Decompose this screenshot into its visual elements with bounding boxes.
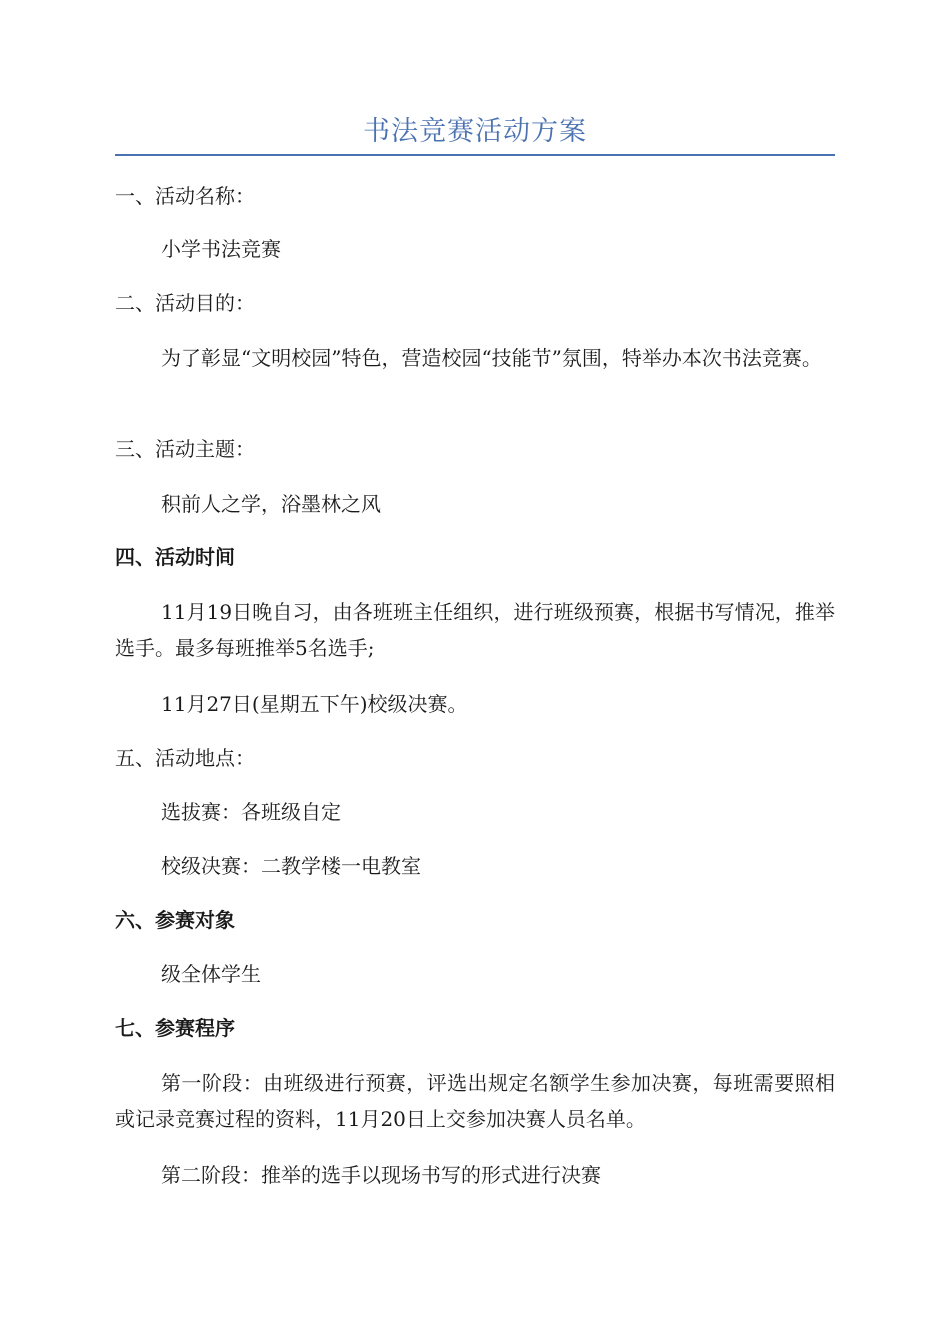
- section-heading-venue: 五、活动地点：: [115, 746, 255, 770]
- title-underline: [115, 154, 835, 156]
- section-heading-participants: 六、参赛对象: [115, 908, 235, 932]
- section-heading-procedure: 七、参赛程序: [115, 1016, 235, 1040]
- section-body-procedure-stage1: 第一阶段：由班级进行预赛，评选出规定名额学生参加决赛，每班需要照相或记录竞赛过程的资料，11月20日上交参加决赛人员名单。: [115, 1071, 835, 1131]
- section-body-participants: 级全体学生: [161, 962, 261, 986]
- section-body-procedure-stage2: 第二阶段：推举的选手以现场书写的形式进行决赛: [161, 1163, 601, 1187]
- section-body-venue-final: 校级决赛：二教学楼一电教室: [161, 854, 421, 878]
- section-body-time-prelim: 11月19日晚自习，由各班班主任组织，进行班级预赛，根据书写情况，推举选手。最多每班推举5名选手;: [115, 600, 835, 660]
- section-heading-theme: 三、活动主题：: [115, 437, 255, 461]
- document-title: 书法竞赛活动方案: [363, 116, 587, 147]
- section-body-name: 小学书法竞赛: [161, 237, 281, 261]
- section-heading-purpose: 二、活动目的：: [115, 291, 255, 315]
- section-body-time-final: 11月27日(星期五下午)校级决赛。: [161, 692, 468, 716]
- section-body-purpose: 为了彰显“文明校园”特色，营造校园“技能节”氛围，特举办本次书法竞赛。: [161, 346, 822, 370]
- section-heading-time: 四、活动时间: [115, 545, 235, 569]
- section-body-theme: 积前人之学，浴墨林之风: [161, 492, 381, 516]
- section-body-venue-prelim: 选拔赛：各班级自定: [161, 800, 341, 824]
- section-heading-name: 一、活动名称：: [115, 184, 255, 208]
